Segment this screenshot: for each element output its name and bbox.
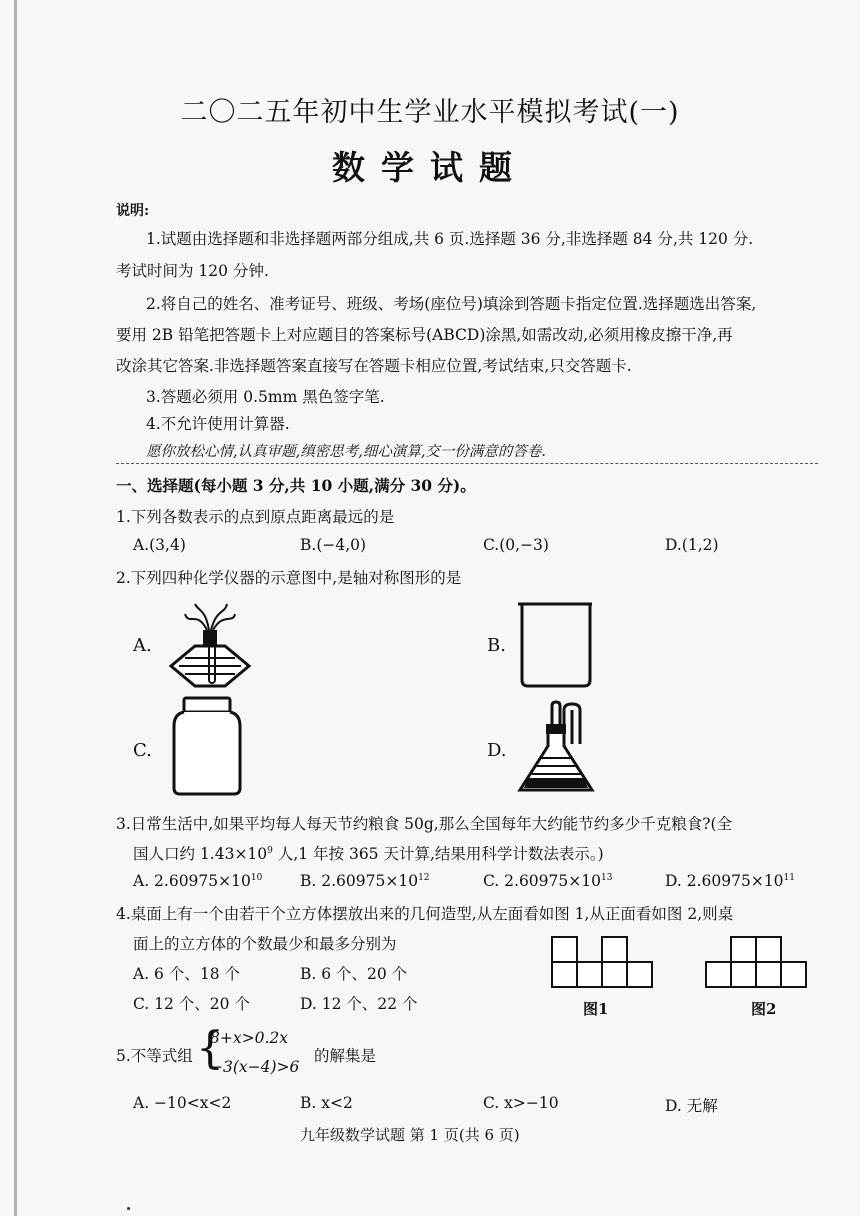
encouragement-line: 愿你放松心情,认真审题,缜密思考,细心演算,交一份满意的答卷. <box>146 444 547 460</box>
question-2-option-d-label: D. <box>487 740 507 761</box>
question-3-population-exponent: 9 <box>267 845 273 856</box>
question-3-option-c-exponent: 13 <box>600 872 613 883</box>
question-1-option-b: B.(−4,0) <box>300 536 367 554</box>
figure-2-caption: 图2 <box>751 1000 777 1018</box>
question-3-option-d <box>665 872 795 890</box>
question-5-inequality-1: 8+x>0.2x <box>210 1029 288 1047</box>
reagent-bottle-icon <box>172 696 242 796</box>
question-4-option-b: B. 6 个、20 个 <box>300 965 408 983</box>
figure-1-caption: 图1 <box>583 1000 609 1018</box>
question-3-stem-line1: 3.日常生活中,如果平均每人每天节约粮食 50g,那么全国每年大约能节约多少千克粮食?(全 <box>116 815 733 833</box>
question-1-option-a: A.(3,4) <box>133 536 186 554</box>
instruction-3: 3.答题必须用 0.5mm 黑色签字笔. <box>146 388 385 406</box>
conical-flask-icon <box>514 700 604 795</box>
beaker-icon <box>516 600 596 690</box>
instruction-1-line2: 考试时间为 120 分钟. <box>116 262 269 280</box>
question-3-option-b-base: B. 2.60975×10 <box>300 872 419 890</box>
question-2-stem: 2.下列四种化学仪器的示意图中,是轴对称图形的是 <box>116 569 462 587</box>
question-3-stem-line2 <box>133 842 604 864</box>
question-5-stem-suffix: 的解集是 <box>314 1047 377 1065</box>
question-3-option-c-base: C. 2.60975×10 <box>483 872 601 890</box>
question-5-option-a: A. −10<x<2 <box>133 1094 232 1112</box>
scan-speck <box>127 1207 130 1210</box>
question-1-option-c: C.(0,−3) <box>483 536 549 554</box>
section-divider <box>116 463 818 464</box>
question-3-population-base: 国人口约 1.43×10 <box>133 845 268 863</box>
question-5-option-d: D. 无解 <box>665 1097 718 1115</box>
question-3-option-b-exponent: 12 <box>418 872 430 883</box>
question-3-option-d-base: D. 2.60975×10 <box>665 872 784 890</box>
instruction-1-line1: 1.试题由选择题和非选择题两部分组成,共 6 页.选择题 36 分,非选择题 84 分,共 120 分. <box>146 230 754 248</box>
instructions-heading: 说明: <box>116 203 150 219</box>
instruction-2-line3: 改涂其它答案.非选择题答案直接写在答题卡相应位置,考试结束,只交答题卡. <box>116 357 632 375</box>
question-2-option-c-label: C. <box>133 740 152 761</box>
question-4-option-c: C. 12 个、20 个 <box>133 995 250 1013</box>
question-5-inequality-2: −3(x−4)>6 <box>210 1058 300 1076</box>
question-5-option-c: C. x>−10 <box>483 1094 559 1112</box>
alcohol-lamp-icon <box>165 600 255 690</box>
exam-subtitle: 数学试题 <box>332 148 528 187</box>
question-3-option-a-exponent: 10 <box>250 872 263 883</box>
figure-1-left-view <box>551 936 655 990</box>
question-3-stem-line2-tail: 人,1 年按 365 天计算,结果用科学计数法表示。) <box>272 845 604 863</box>
question-5-stem-prefix: 5.不等式组 <box>116 1047 193 1065</box>
page-footer: 九年级数学试题 第 1 页(共 6 页) <box>300 1126 520 1144</box>
question-3-option-a <box>133 872 262 890</box>
left-brace-icon: { <box>196 1023 224 1074</box>
question-5-option-b: B. x<2 <box>300 1094 353 1112</box>
exam-title: 二〇二五年初中生学业水平模拟考试(一) <box>180 97 680 128</box>
question-3-option-a-base: A. 2.60975×10 <box>133 872 251 890</box>
question-1-option-d: D.(1,2) <box>665 536 719 554</box>
section-1-heading: 一、选择题(每小题 3 分,共 10 小题,满分 30 分)。 <box>116 476 476 495</box>
question-4-option-a: A. 6 个、18 个 <box>133 965 240 983</box>
instruction-2-line2: 要用 2B 铅笔把答题卡上对应题目的答案标号(ABCD)涂黑,如需改动,必须用橡皮擦干净,再 <box>116 326 733 344</box>
question-4-option-d: D. 12 个、22 个 <box>300 995 418 1013</box>
question-2-option-b-label: B. <box>487 635 506 656</box>
question-2-option-a-label: A. <box>133 635 152 656</box>
question-3-option-b <box>300 872 430 890</box>
question-1-stem: 1.下列各数表示的点到原点距离最远的是 <box>116 508 395 526</box>
question-3-option-d-exponent: 11 <box>783 872 795 883</box>
instruction-4: 4.不允许使用计算器. <box>146 415 290 433</box>
question-4-stem-line1: 4.桌面上有一个由若干个立方体摆放出来的几何造型,从左面看如图 1,从正面看如图 2,则桌 <box>116 905 734 923</box>
instruction-2-line1: 2.将自己的姓名、准考证号、班级、考场(座位号)填涂到答题卡指定位置.选择题选出答案, <box>146 295 757 313</box>
question-4-stem-line2: 面上的立方体的个数最少和最多分别为 <box>133 935 397 953</box>
question-3-option-c <box>483 872 612 890</box>
figure-2-front-view <box>705 936 809 990</box>
